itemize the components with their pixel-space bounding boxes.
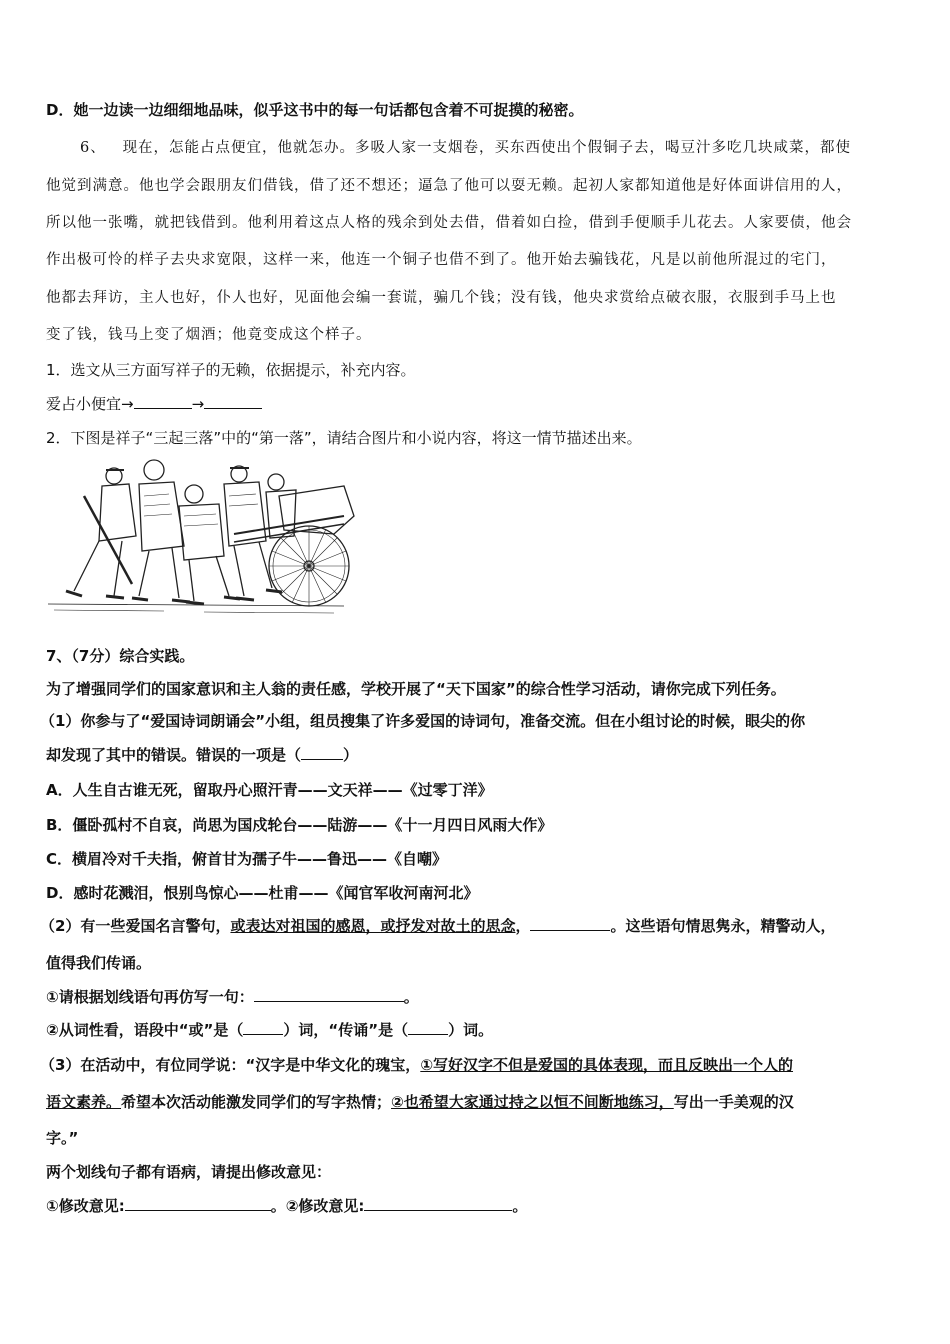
p1-prefix: 却发现了其中的错误。错误的一项是（ [46, 746, 302, 764]
q6-sub2: 2．下图是祥子“三起三落”中的“第一落”，请结合图片和小说内容，将这一情节描述出来。 [46, 429, 642, 447]
q7-p2-line2: 值得我们传诵。 [46, 954, 152, 972]
q6-sub1-fill [46, 394, 262, 414]
answer-blank-p2[interactable] [530, 916, 610, 931]
q7-option-b: B．僵卧孤村不自哀，尚思为国戍轮台——陆游——《十一月四日风雨大作》 [46, 816, 553, 834]
q7-p3-line2 [46, 1092, 794, 1112]
answer-blank-huo[interactable] [243, 1020, 283, 1035]
q7-p3-fill [46, 1196, 527, 1216]
q7-option-d: D．感时花溅泪，恨别鸟惊心——杜甫——《闻官军收河南河北》 [46, 884, 479, 902]
q6-sub1: 1．选文从三方面写祥子的无赖，依据提示，补充内容。 [46, 361, 416, 379]
q6-passage-line-6: 变了钱，钱马上变了烟酒；他竟变成这个样子。 [46, 327, 372, 343]
p3-mid: 希望本次活动能激发同学们的写字热情； [121, 1093, 392, 1111]
fill-prefix: 爱占小便宜→ [46, 395, 134, 413]
p2-sub2-a: ②从词性看，语段中“或”是（ [46, 1021, 244, 1039]
answer-blank-imitate[interactable] [254, 987, 404, 1002]
p3-underlined-2: ②也希望大家通过持之以恒不间断地练习， [391, 1093, 674, 1111]
q7-intro: 为了增强同学们的国家意识和主人翁的责任感，学校开展了“天下国家”的综合性学习活动，请你完成下列任务。 [46, 680, 786, 698]
p2-sub2-b: ）词，“传诵”是（ [283, 1021, 409, 1039]
q7-option-a: A．人生自古谁无死，留取丹心照汗青——文天祥——《过零丁洋》 [46, 781, 493, 799]
p2-sub2-c: ）词。 [448, 1021, 494, 1039]
q6-passage-line-5: 他都去拜访，主人也好，仆人也好，见面他会编一套谎，骗几个钱；没有钱，他央求赏给点破衣服，衣服到手马上也 [46, 290, 837, 306]
q7-option-c: C．横眉冷对千夫指，俯首甘为孺子牛——鲁迅——《自嘲》 [46, 850, 448, 868]
q7-p3-sub: 两个划线句子都有语病，请提出修改意见： [46, 1163, 332, 1181]
answer-blank-chuansong[interactable] [408, 1020, 448, 1035]
p3-prefix: （3）在活动中，有位同学说：“汉字是中华文化的瑰宝， [40, 1056, 421, 1074]
q7-p2-sub2 [46, 1020, 493, 1040]
q6-passage-line-1 [80, 138, 851, 158]
q7-p1-line1: （1）你参与了“爱国诗词朗诵会”小组，组员搜集了许多爱国的诗词句，准备交流。但在小组讨论的时候，眼尖的你 [40, 712, 806, 730]
p3-underlined-1b: 语文素养。 [46, 1093, 122, 1111]
q7-heading: 7、（7分）综合实践。 [46, 647, 195, 665]
q6-number: 6、 [80, 140, 106, 156]
answer-blank-revise-1[interactable] [125, 1196, 271, 1211]
rickshaw-soldiers-illustration [44, 456, 358, 618]
answer-blank-choice[interactable] [301, 745, 343, 760]
answer-blank-1[interactable] [134, 394, 192, 409]
answer-blank-2[interactable] [204, 394, 262, 409]
p1-suffix: ） [343, 746, 359, 764]
q6-passage-line-2: 他觉到满意。他也学会跟朋友们借钱，借了还不想还；逼急了他可以耍无赖。起初人家都知道他是好体面讲信用的人， [46, 178, 852, 194]
q5-option-d: D．她一边读一边细细地品味，似乎这书中的每一句话都包含着不可捉摸的秘密。 [46, 101, 584, 119]
p3-fill-label-1: ①修改意见: [46, 1197, 125, 1215]
p2-suffix: 。这些语句情思隽永，精警动人， [610, 917, 836, 935]
q7-p3-line3: 字。” [46, 1129, 79, 1147]
q6-passage-line-4: 作出极可怜的样子去央求宽限，这样一来，他连一个铜子也借不到了。他开始去骗钱花，凡是以前他所混过的宅门， [46, 252, 837, 268]
q7-p2-sub1 [46, 987, 419, 1007]
p2-underlined: 或表达对祖国的感恩，或抒发对故土的思念 [230, 917, 516, 935]
p2-sub1-suffix: 。 [403, 988, 419, 1006]
q7-p2-line1 [40, 916, 836, 936]
p3-end: 写出一手美观的汉 [673, 1093, 794, 1111]
answer-blank-revise-2[interactable] [364, 1196, 512, 1211]
arrow: → [191, 395, 205, 413]
q6-passage-line-3: 所以他一张嘴，就把钱借到。他利用着这点人格的残余到处去借，借着如白捡，借到手便顺手儿花去。人家要债，他会 [46, 215, 852, 231]
q7-p3-line1 [40, 1055, 793, 1075]
p2-prefix: （2）有一些爱国名言警句， [40, 917, 231, 935]
p2-sub1-prefix: ①请根据划线语句再仿写一句： [46, 988, 254, 1006]
p3-underlined-1: ①写好汉字不但是爱国的具体表现，而且反映出一个人的 [420, 1056, 794, 1074]
p3-fill-label-2: 。②修改意见: [270, 1197, 365, 1215]
p2-comma: ， [515, 917, 531, 935]
p3-fill-end: 。 [512, 1197, 528, 1215]
q6-passage-text: 现在，怎能占点便宜，他就怎办。多吸人家一支烟卷，买东西使出个假铜子去，喝豆汁多吃几块咸菜，都使 [122, 140, 852, 156]
q7-p1-line2 [46, 745, 358, 765]
